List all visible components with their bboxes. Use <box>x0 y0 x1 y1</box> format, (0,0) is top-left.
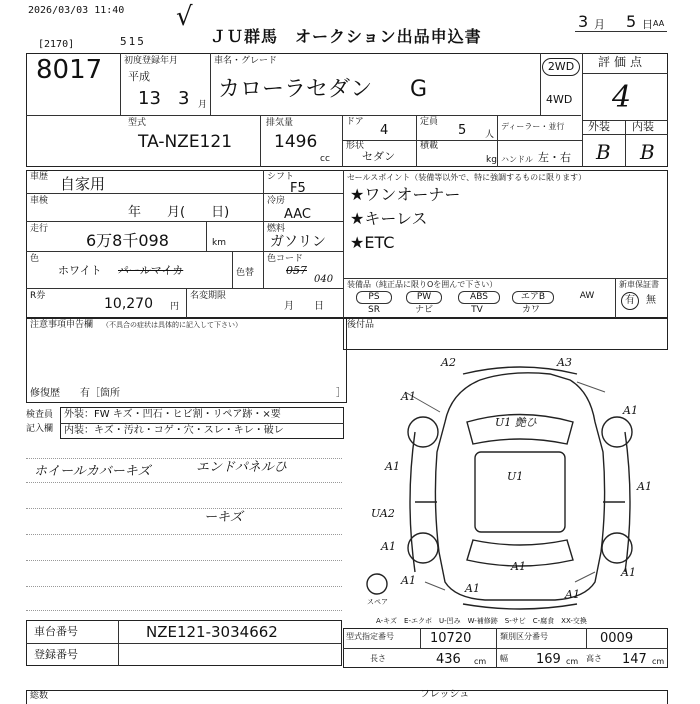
equip-ps: PS <box>356 291 392 304</box>
model-code-label: 型式指定番号 <box>346 632 394 641</box>
warranty-none: 無 <box>646 295 656 306</box>
car-damage-diagram <box>345 352 675 614</box>
color-code-new: 040 <box>314 274 334 285</box>
equipment-label: 装備品（純正品に限りOを囲んで下さい） <box>347 280 498 289</box>
length-label: 長さ <box>370 654 386 663</box>
handwritten-note-bottom: ーキズ <box>204 510 243 525</box>
ac-label: 冷房 <box>267 196 286 206</box>
date-month-unit: 月 <box>594 18 605 31</box>
capacity-label: 定員 <box>420 117 439 127</box>
mark-ua1-front-right: A1 <box>623 404 638 417</box>
date-day-unit: 日 <box>642 18 653 31</box>
sales-point-3: ★ETC <box>350 233 395 252</box>
registration-era: 平成 <box>128 70 150 83</box>
damage-legend: A-キズ E-エクボ U-凹み W-補修跡 S-サビ C-腐食 XX-交換 <box>376 617 587 625</box>
caution-frame <box>26 318 347 403</box>
displacement-unit: cc <box>320 154 330 164</box>
bottom-right-label: フレッシュ <box>420 689 470 700</box>
load-unit: kg <box>486 155 497 165</box>
eval-value: 4 <box>612 80 632 115</box>
handle-value: 左・右 <box>538 151 571 164</box>
vehicle-grade: G <box>410 77 428 102</box>
length-unit: cm <box>474 657 487 666</box>
registration-number-label: 登録番号 <box>34 648 78 661</box>
width-unit: cm <box>566 657 579 666</box>
mark-a3: A3 <box>557 356 572 369</box>
equip-airbag: エアB <box>512 291 554 304</box>
registration-month-unit: 月 <box>198 100 208 110</box>
body-value: セダン <box>362 150 396 163</box>
mark-a2: A2 <box>441 356 456 369</box>
height-unit: cm <box>652 657 665 666</box>
mark-a1-left-door: A1 <box>385 460 400 473</box>
repair-history-value: 有［箇所 <box>80 388 120 399</box>
model-code-value: 10720 <box>430 631 472 646</box>
vehicle-name: カローラセダン <box>218 77 373 102</box>
mark-a1-spare: A1 <box>401 574 416 587</box>
check-mark-icon: √ <box>176 2 193 32</box>
recycle-value: 10,270 <box>104 296 153 312</box>
equip-abs: ABS <box>458 291 500 304</box>
usage-value: 自家用 <box>60 175 106 193</box>
repair-history-close: ］ <box>336 388 346 399</box>
ext-grade-value: B <box>596 140 611 164</box>
form-title: ＪＵ群馬 オークション出品申込書 <box>210 27 482 46</box>
width-value: 169 <box>536 652 561 667</box>
load-label: 積載 <box>420 141 439 151</box>
body-label: 形状 <box>346 141 365 151</box>
mark-a1-right-door: A1 <box>637 480 652 493</box>
caution-label: 注意事項申告欄 <box>30 320 94 330</box>
drive-2wd: 2WD <box>542 58 580 76</box>
doors-label: ドア <box>346 117 364 127</box>
model-value: TA-NZE121 <box>138 132 233 152</box>
date-suffix: AA <box>653 19 665 28</box>
height-label: 高さ <box>586 654 602 663</box>
recycle-unit: 円 <box>170 302 180 312</box>
sales-points-label: セールスポイント（装備等以外で、特に強調するものに限ります） <box>347 173 587 182</box>
date-month: 3 <box>578 12 589 31</box>
color-value: ホワイト <box>58 264 102 277</box>
fuel-label: 燃料 <box>267 224 286 234</box>
mark-a1-rear-right: A1 <box>621 566 636 579</box>
width-label: 幅 <box>500 654 508 663</box>
inspector-exterior-text: 外装：FW キズ・凹石・ヒビ割・リペア跡・×要 <box>64 409 281 420</box>
date-underline <box>575 31 667 32</box>
capacity-unit: 人 <box>485 130 495 140</box>
fuel-value: ガソリン <box>270 234 326 250</box>
int-grade-value: B <box>640 140 655 164</box>
capacity-value: 5 <box>458 123 467 138</box>
chassis-label: 車台番号 <box>34 625 78 638</box>
code-fragment: 515 <box>120 35 146 48</box>
mark-a1-front-left: A1 <box>401 390 416 403</box>
eval-label: 評価点 <box>598 55 647 69</box>
mark-u1-roof: U1 <box>507 470 524 483</box>
after-market-label: 後付品 <box>347 320 375 330</box>
equip-leather: カワ <box>521 305 540 315</box>
equip-tv: TV <box>471 305 483 315</box>
int-grade-label: 内装 <box>632 120 654 133</box>
equip-pw: PW <box>406 291 442 304</box>
equip-navi: ナビ <box>414 305 433 315</box>
sheet-code: [2170] <box>38 39 75 50</box>
length-value: 436 <box>436 652 461 667</box>
mileage-label: 走行 <box>30 224 49 234</box>
height-value: 147 <box>622 652 647 667</box>
registration-year: 13 <box>138 88 161 109</box>
timestamp: 2026/03/03 11:40 <box>28 5 125 16</box>
shift-value: F5 <box>290 181 306 196</box>
title-deadline-value: 月 日 <box>284 301 324 312</box>
registration-month: 3 <box>178 88 190 109</box>
recycle-label: R券 <box>30 291 46 301</box>
mileage-unit: km <box>212 238 226 248</box>
inspector-interior-text: 内装：キズ・汚れ・コゲ・穴・スレ・キレ・破レ <box>64 425 284 436</box>
equip-aw: AW <box>579 291 595 301</box>
usage-label: 車歴 <box>30 172 49 182</box>
bottom-left-label: 総数 <box>30 691 49 701</box>
spare-label: スペア <box>367 598 388 606</box>
displacement-value: 1496 <box>274 132 318 152</box>
after-market-frame <box>343 318 668 350</box>
sales-point-1: ★ワンオーナー <box>350 185 461 204</box>
dealer-label: ディーラー・並行 <box>501 122 565 131</box>
color-strikethrough: パールマイカ <box>118 264 184 277</box>
date-day: 5 <box>626 12 637 31</box>
mark-a1-rear-bumper: A1 <box>465 582 480 595</box>
mark-a1-rear-corner: A1 <box>565 588 580 601</box>
mark-u1-dent: U1 艶ひ <box>495 416 537 429</box>
color-change-label: 色替 <box>236 268 255 278</box>
sales-point-2: ★キーレス <box>350 209 428 228</box>
mark-a1-rear-left: A1 <box>381 540 396 553</box>
handwritten-note-right: エンドパネルひ <box>196 460 287 475</box>
chassis-number: NZE121-3034662 <box>146 623 278 641</box>
doors-value: 4 <box>380 123 389 138</box>
displacement-label: 排気量 <box>266 118 294 128</box>
title-deadline-label: 名変期限 <box>190 291 227 301</box>
handwritten-note-left: ホイールカバーキズ <box>34 464 151 479</box>
caution-sub-label: （不具合の症状は具体的に記入して下さい） <box>102 321 242 329</box>
mileage-value: 6万8千098 <box>86 231 169 250</box>
color-label: 色 <box>30 254 40 264</box>
vehicle-name-label: 車名・グレード <box>214 56 278 66</box>
shift-label: シフト <box>267 172 295 182</box>
handle-label: ハンドル <box>501 155 533 164</box>
mark-a1-trunk: A1 <box>511 560 526 573</box>
warranty-label: 新車保証書 <box>619 280 659 289</box>
inspection-label: 車検 <box>30 196 49 206</box>
bottom-frame <box>26 690 668 704</box>
mark-ua2-left: UA2 <box>371 507 395 520</box>
inspector-label-1: 検査員 <box>26 410 54 420</box>
lot-number: 8017 <box>36 55 103 85</box>
ac-value: AAC <box>284 207 311 222</box>
inspector-label-2: 記入欄 <box>26 424 54 434</box>
color-code-label: 色コード <box>267 254 304 264</box>
inspection-value: 年 月( 日) <box>128 205 230 220</box>
category-code-value: 0009 <box>600 631 634 646</box>
color-code-old: 057 <box>286 264 307 277</box>
warranty-have: 有 <box>621 292 639 310</box>
ext-grade-label: 外装 <box>588 120 610 133</box>
repair-history-label: 修復歴 <box>30 388 60 399</box>
equip-sr: SR <box>368 305 380 315</box>
category-code-label: 類別区分番号 <box>500 632 548 641</box>
drive-4wd: 4WD <box>546 93 573 106</box>
model-label: 型式 <box>128 118 147 128</box>
registration-label: 初度登録年月 <box>124 56 179 66</box>
